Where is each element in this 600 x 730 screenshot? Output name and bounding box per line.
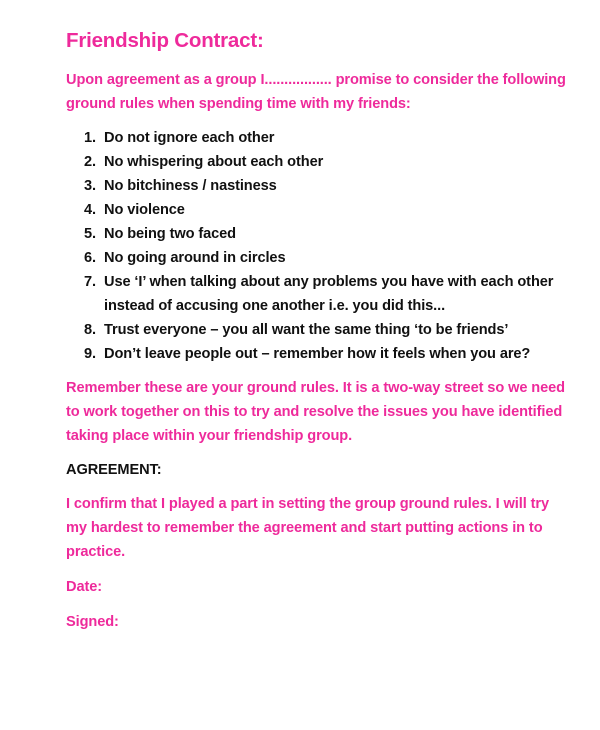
document-page bbox=[66, 26, 566, 634]
list-item: 3. No bitchiness / nastiness bbox=[84, 178, 277, 194]
rule-text: No whispering about each other bbox=[104, 154, 324, 170]
rule-text: Do not ignore each other bbox=[104, 130, 275, 146]
document-title: Friendship Contract: bbox=[66, 29, 264, 52]
list-item: 4. No violence bbox=[84, 202, 185, 218]
list-item: 9. Don’t leave people out – remember how it feels when you are? bbox=[84, 346, 531, 362]
agreement-heading: AGREEMENT: bbox=[66, 462, 162, 478]
list-item: 5. No being two faced bbox=[84, 226, 236, 242]
ground-rules-list bbox=[66, 126, 566, 366]
rule-text: No being two faced bbox=[104, 226, 236, 242]
rule-text: No bitchiness / nastiness bbox=[104, 178, 277, 194]
remember-paragraph: Remember these are your ground rules. It is a two-way street so we need to work together on this to try and resolve the issues you have identified taking place within your friendship group. bbox=[66, 380, 565, 444]
list-item: 7. Use ‘I’ when talking about any problems you have with each other instead of accusing one another i.e. you did this... bbox=[84, 274, 554, 314]
confirm-paragraph: I confirm that I played a part in setting the group ground rules. I will try my hardest to remember the agreement and start putting actions in to practice. bbox=[66, 496, 549, 560]
signed-label: Signed: bbox=[66, 614, 119, 630]
rule-text: Trust everyone – you all want the same thing ‘to be friends’ bbox=[104, 322, 509, 338]
list-item: 2. No whispering about each other bbox=[84, 154, 324, 170]
rule-text: No going around in circles bbox=[104, 250, 286, 266]
date-label: Date: bbox=[66, 579, 102, 595]
rule-text: No violence bbox=[104, 202, 185, 218]
rule-text: Use ‘I’ when talking about any problems you have with each other instead of accusing one another i.e. you did this... bbox=[104, 274, 554, 314]
intro-paragraph: Upon agreement as a group I................. promise to consider the following ground rules when spending time with my friends: bbox=[66, 72, 566, 112]
list-item: 6. No going around in circles bbox=[84, 250, 286, 266]
list-item: 1. Do not ignore each other bbox=[84, 130, 275, 146]
list-item: 8. Trust everyone – you all want the same thing ‘to be friends’ bbox=[84, 322, 509, 338]
rule-text: Don’t leave people out – remember how it feels when you are? bbox=[104, 346, 531, 362]
